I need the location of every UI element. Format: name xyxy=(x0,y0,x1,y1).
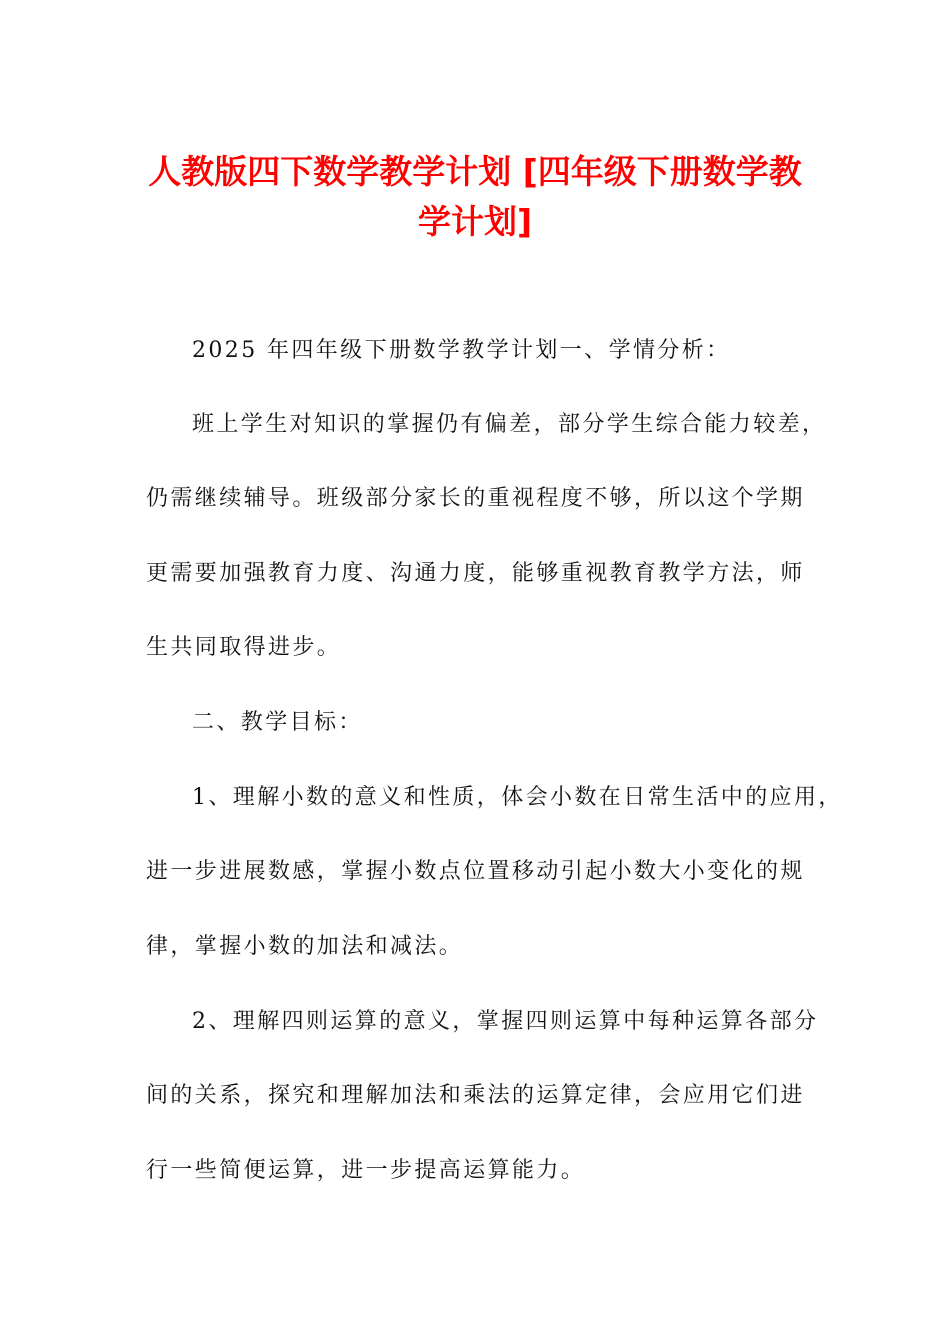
paragraph-line: 班上学生对知识的掌握仍有偏差，部分学生综合能力较差， xyxy=(192,412,827,437)
section-heading: 二、教学目标： xyxy=(192,710,363,735)
paragraph-line: 间的关系，探究和理解加法和乘法的运算定律，会应用它们进 xyxy=(146,1083,805,1108)
paragraph-line: 1、理解小数的意义和性质，体会小数在日常生活中的应用， xyxy=(192,785,843,810)
paragraph-line: 进一步进展数感，掌握小数点位置移动引起小数大小变化的规 xyxy=(146,859,805,884)
paragraph-line: 仍需继续辅导。班级部分家长的重视程度不够，所以这个学期 xyxy=(146,486,805,511)
paragraph-line: 2025 年四年级下册数学教学计划一、学情分析： xyxy=(192,338,731,363)
document-title-line-1: 人教版四下数学教学计划 [四年级下册数学教 xyxy=(148,152,802,191)
paragraph-line: 更需要加强教育力度、沟通力度，能够重视教育教学方法，师 xyxy=(146,561,805,586)
document-title-line-2: 学计划] xyxy=(417,202,533,241)
paragraph-line: 行一些简便运算，进一步提高运算能力。 xyxy=(146,1158,586,1183)
paragraph-line: 律，掌握小数的加法和减法。 xyxy=(146,934,464,959)
paragraph-line: 2、理解四则运算的意义，掌握四则运算中每种运算各部分 xyxy=(192,1009,819,1034)
paragraph-line: 生共同取得进步。 xyxy=(146,635,342,660)
